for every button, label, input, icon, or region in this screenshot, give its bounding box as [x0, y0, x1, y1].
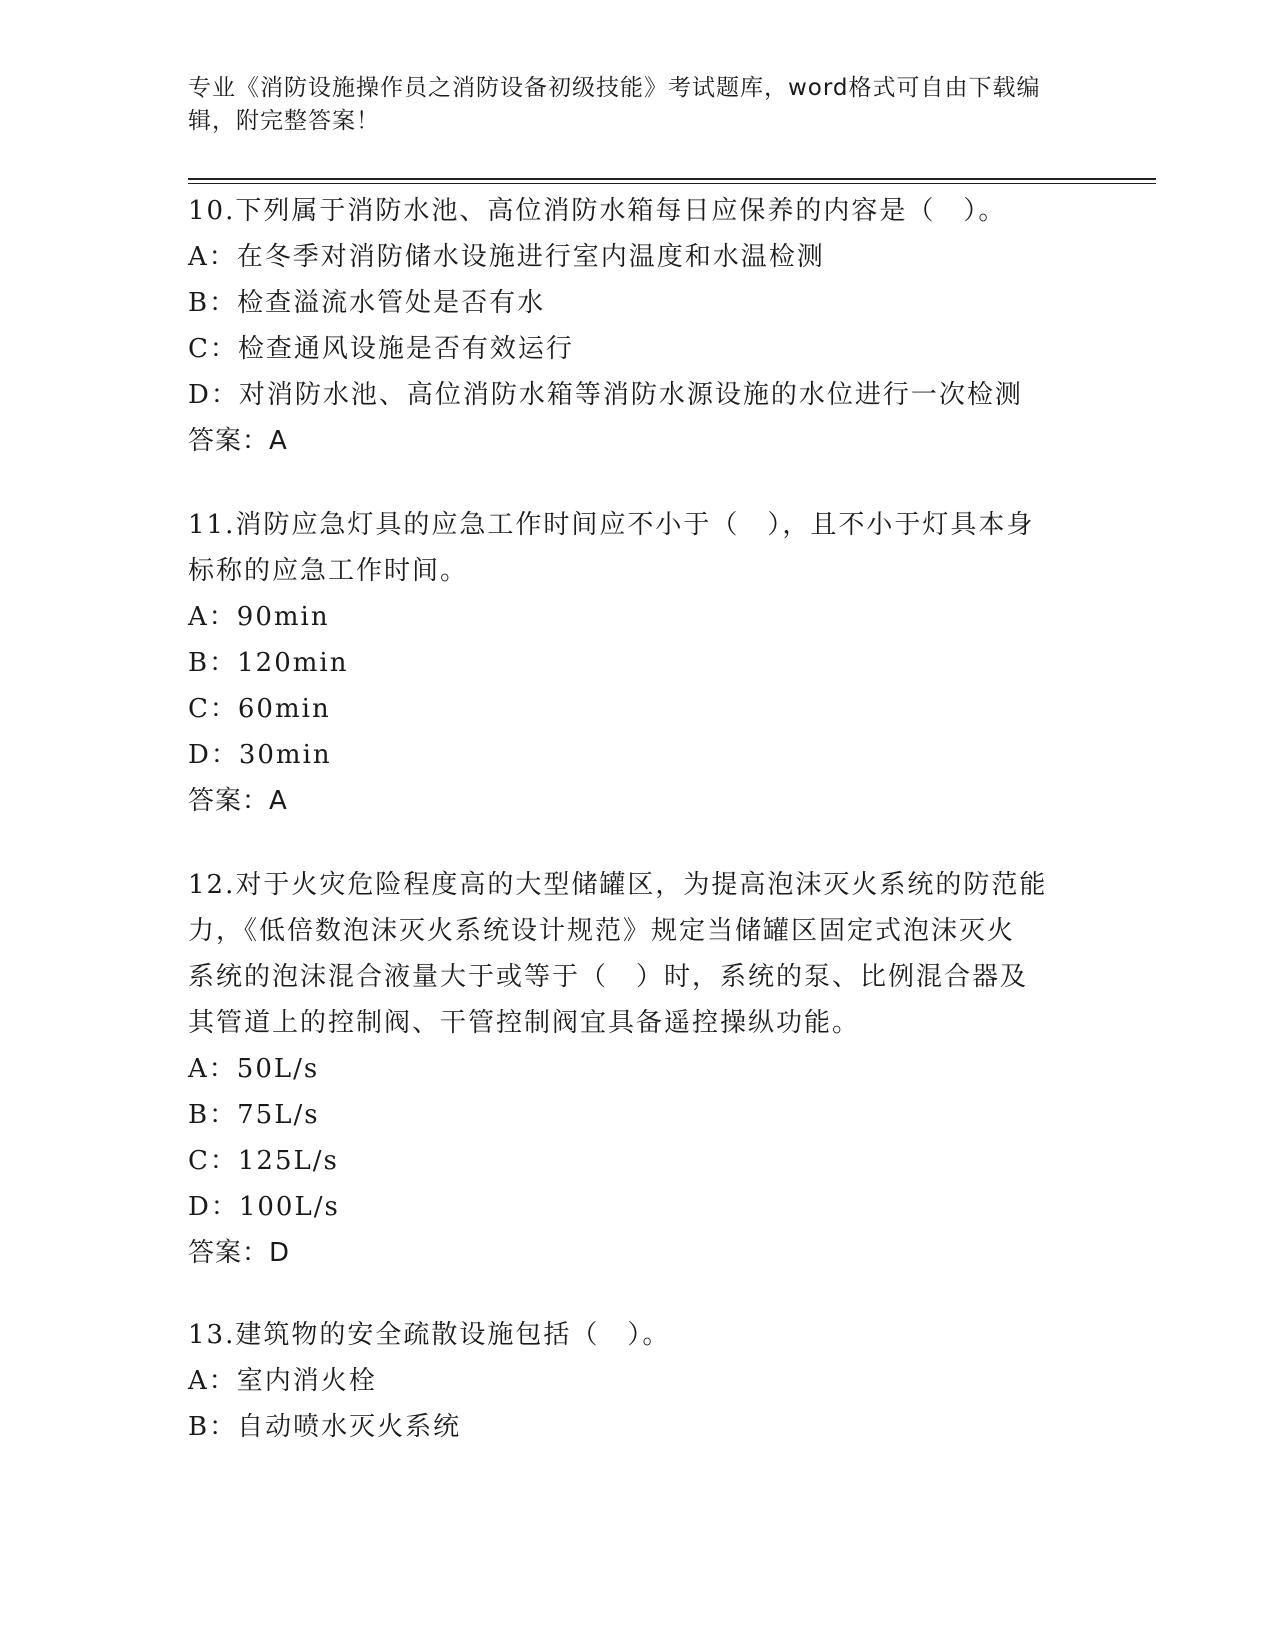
option-a: A：90min	[188, 602, 330, 632]
option-b: B：75L/s	[188, 1100, 320, 1130]
option-a: A：在冬季对消防储水设施进行室内温度和水温检测	[188, 242, 825, 272]
header-divider-thin	[188, 183, 1156, 184]
stem-line: 10.下列属于消防水池、高位消防水箱每日应保养的内容是（ ）。	[188, 196, 1007, 226]
option-c: C：125L/s	[188, 1146, 339, 1176]
option-d: D：100L/s	[188, 1192, 340, 1222]
stem-line: 系统的泡沫混合液量大于或等于（ ）时，系统的泵、比例混合器及	[188, 962, 1029, 992]
option-b: B：自动喷水灭火系统	[188, 1412, 462, 1442]
question-stem	[188, 188, 1088, 234]
question-list	[188, 188, 1088, 1488]
stem-line: 力，《低倍数泡沫灭火系统设计规范》规定当储罐区固定式泡沫灭火	[188, 916, 1016, 946]
answer-line: 答案：A	[188, 426, 288, 456]
option-c: C：60min	[188, 694, 331, 724]
stem-line: 标称的应急工作时间。	[188, 556, 469, 586]
option-b: B：检查溢流水管处是否有水	[188, 288, 546, 318]
option-a: A：室内消火栓	[188, 1366, 377, 1396]
document-header	[188, 72, 1068, 138]
stem-line: 12.对于火灾危险程度高的大型储罐区，为提高泡沫灭火系统的防范能	[188, 870, 1048, 900]
option-d: D：30min	[188, 740, 332, 770]
question-10	[188, 188, 1088, 464]
question-12	[188, 862, 1088, 1276]
question-stem	[188, 1312, 1088, 1358]
header-line-1: 专业《消防设施操作员之消防设备初级技能》考试题库，word格式可自由下载编	[188, 75, 1041, 101]
answer-line: 答案：A	[188, 786, 288, 816]
option-d: D：对消防水池、高位消防水箱等消防水源设施的水位进行一次检测	[188, 380, 1023, 410]
question-stem	[188, 862, 1088, 1046]
option-c: C：检查通风设施是否有效运行	[188, 334, 574, 364]
option-b: B：120min	[188, 648, 349, 678]
answer-line: 答案：D	[188, 1238, 291, 1268]
question-stem	[188, 502, 1088, 594]
question-13	[188, 1312, 1088, 1450]
stem-line: 11.消防应急灯具的应急工作时间应不小于（ ），且不小于灯具本身	[188, 510, 1035, 540]
stem-line: 其管道上的控制阀、干管控制阀宜具备遥控操纵功能。	[188, 1008, 861, 1038]
question-11	[188, 502, 1088, 824]
header-line-2: 辑，附完整答案！	[188, 108, 380, 134]
stem-line: 13.建筑物的安全疏散设施包括（ ）。	[188, 1320, 671, 1350]
header-divider-thick	[188, 178, 1156, 180]
option-a: A：50L/s	[188, 1054, 320, 1084]
